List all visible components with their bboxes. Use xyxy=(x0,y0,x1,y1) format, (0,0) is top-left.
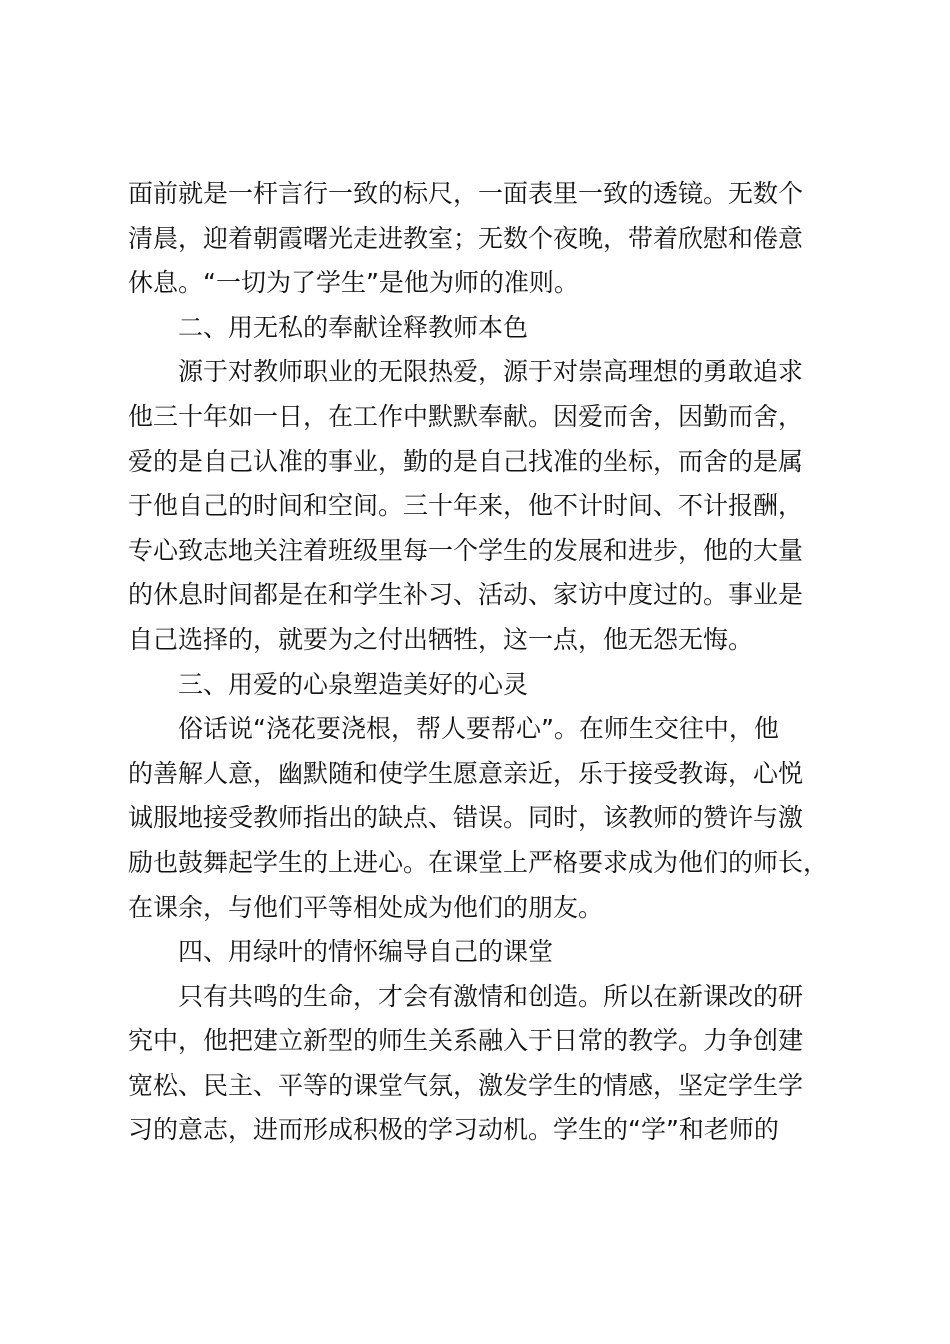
text-line: 爱的是自己认准的事业，勤的是自己找准的坐标，而舍的是属 xyxy=(128,446,804,476)
text-line: 励也鼓舞起学生的上进心。在课堂上严格要求成为他们的师长， xyxy=(128,847,829,877)
text-line: 专心致志地关注着班级里每一个学生的发展和进步，他的大量 xyxy=(128,535,804,565)
text-line: 究中，他把建立新型的师生关系融入于日常的教学。力争创建 xyxy=(128,1026,804,1056)
document-body xyxy=(128,172,852,1153)
text-line: 休息。“一切为了学生”是他为师的准则。 xyxy=(128,268,579,298)
text-line: 的善解人意，幽默随和使学生愿意亲近，乐于接受教诲，心悦 xyxy=(128,758,804,788)
text-line: 在课余，与他们平等相处成为他们的朋友。 xyxy=(128,892,604,922)
text-line: 自己选择的，就要为之付出牺牲，这一点，他无怨无悔。 xyxy=(128,624,754,654)
text-line: 习的意志，进而形成积极的学习动机。学生的“学”和老师的 xyxy=(128,1115,779,1145)
text-line: 源于对教师职业的无限热爱，源于对崇高理想的勇敢追求 xyxy=(178,357,804,387)
text-line: 清晨，迎着朝霞曙光走进教室；无数个夜晚，带着欣慰和倦意 xyxy=(128,223,804,253)
section-heading: 四、用绿叶的情怀编导自己的课堂 xyxy=(178,937,554,967)
text-line: 诚服地接受教师指出的缺点、错误。同时，该教师的赞许与激 xyxy=(128,803,804,833)
section-heading: 二、用无私的奉献诠释教师本色 xyxy=(178,312,529,342)
text-line: 面前就是一杆言行一致的标尺，一面表里一致的透镜。无数个 xyxy=(128,179,804,208)
section-heading: 三、用爱的心泉塑造美好的心灵 xyxy=(178,669,529,699)
text-line: 只有共鸣的生命，才会有激情和创造。所以在新课改的研 xyxy=(178,981,804,1011)
text-line: 于他自己的时间和空间。三十年来，他不计时间、不计报酬， xyxy=(128,491,804,521)
text-line: 的休息时间都是在和学生补习、活动、家访中度过的。事业是 xyxy=(128,580,804,610)
text-line: 俗话说“浇花要浇根，帮人要帮心”。在师生交往中，他 xyxy=(178,714,779,744)
text-line: 他三十年如一日，在工作中默默奉献。因爱而舍，因勤而舍， xyxy=(128,401,804,431)
text-line: 宽松、民主、平等的课堂气氛，激发学生的情感，坚定学生学 xyxy=(128,1070,804,1100)
